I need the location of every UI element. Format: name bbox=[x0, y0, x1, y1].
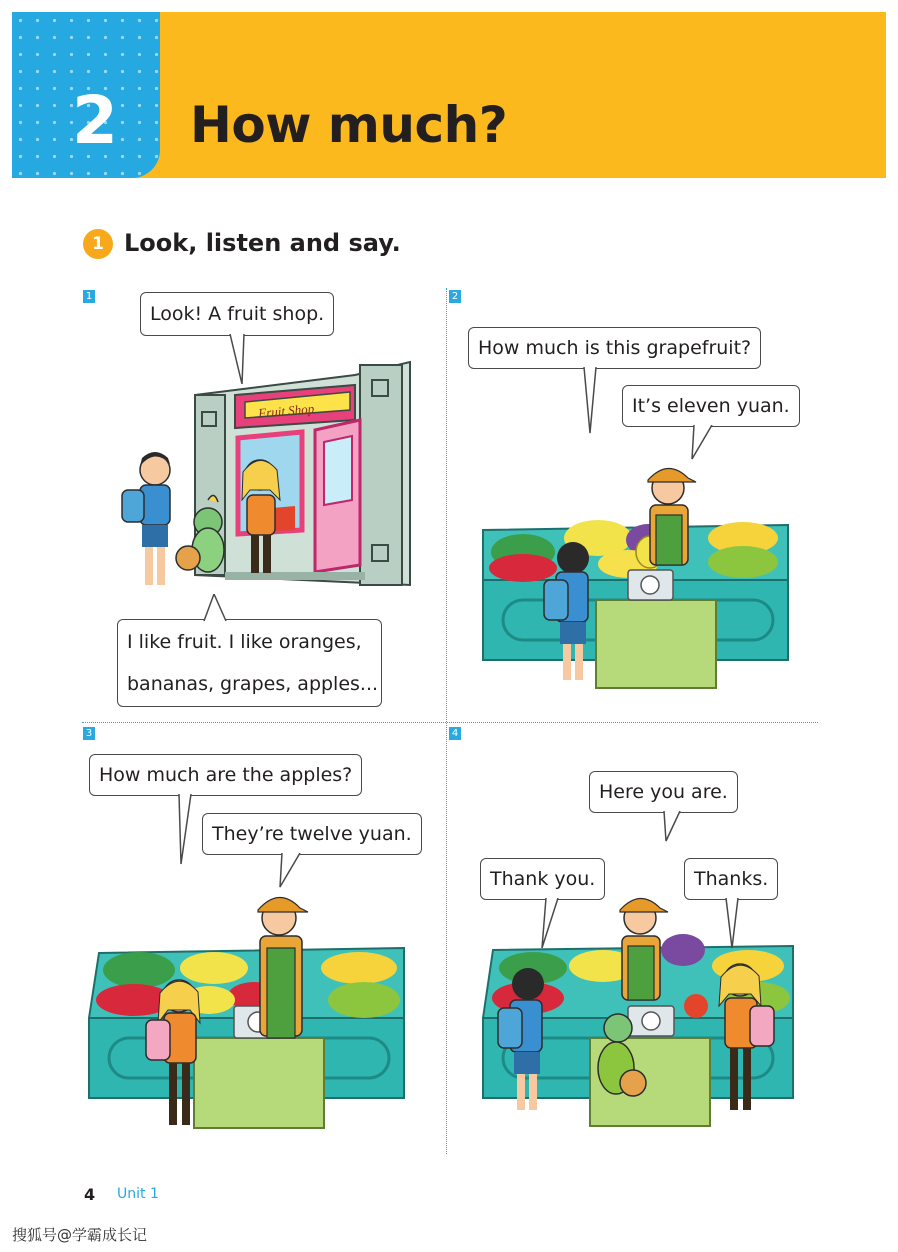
section-number-badge: 1 bbox=[83, 229, 113, 259]
speech-bubble-how-much-grapefruit bbox=[468, 327, 761, 369]
section-title: Look, listen and say. bbox=[124, 229, 401, 257]
fruit-stall-illustration-2 bbox=[478, 460, 798, 700]
speech-bubble-i-like-fruit bbox=[117, 619, 382, 707]
speech-bubble-how-much-apples bbox=[89, 754, 362, 796]
bubble-tail bbox=[660, 811, 684, 843]
unit-number: 2 bbox=[72, 82, 118, 159]
bubble-text: It’s eleven yuan. bbox=[632, 395, 790, 417]
bubble-text: Thank you. bbox=[490, 868, 596, 890]
bubble-text: How much is this grapefruit? bbox=[478, 337, 752, 359]
bubble-tail bbox=[722, 898, 744, 950]
bubble-text: Here you are. bbox=[599, 781, 728, 803]
shop-sign-text: Fruit Shop bbox=[257, 400, 315, 421]
speech-bubble-twelve-yuan bbox=[202, 813, 422, 855]
speech-bubble-look-fruit-shop bbox=[140, 292, 334, 336]
bubble-tail bbox=[200, 594, 230, 622]
panel-divider-horizontal bbox=[82, 722, 818, 723]
fruit-stall-illustration-3 bbox=[84, 888, 414, 1138]
bubble-text: Thanks. bbox=[694, 868, 769, 890]
fruit-stall-illustration-4 bbox=[478, 888, 800, 1138]
bubble-text-line-2: bananas, grapes, apples... bbox=[127, 673, 379, 695]
bubble-tail bbox=[175, 794, 197, 866]
bubble-tail bbox=[580, 367, 600, 435]
speech-bubble-eleven-yuan bbox=[622, 385, 800, 427]
bubble-text: They’re twelve yuan. bbox=[212, 823, 412, 845]
bubble-text: Look! A fruit shop. bbox=[150, 303, 325, 325]
fruit-shop-illustration bbox=[110, 350, 420, 600]
panel-3-number: 3 bbox=[83, 727, 95, 740]
watermark-text: 搜狐号@学霸成长记 bbox=[12, 1226, 148, 1244]
speech-bubble-here-you-are bbox=[589, 771, 738, 813]
bubble-text: How much are the apples? bbox=[99, 764, 353, 786]
panel-divider-vertical bbox=[446, 288, 447, 1154]
panel-1-number: 1 bbox=[83, 290, 95, 303]
speech-bubble-thanks bbox=[684, 858, 778, 900]
bubble-text-line-1: I like fruit. I like oranges, bbox=[127, 631, 362, 653]
bubble-tail bbox=[540, 898, 564, 950]
panel-4-number: 4 bbox=[449, 727, 461, 740]
bubble-tail bbox=[278, 853, 304, 889]
unit-label: Unit 1 bbox=[117, 1186, 159, 1202]
speech-bubble-thank-you bbox=[480, 858, 605, 900]
unit-title: How much? bbox=[190, 96, 508, 154]
bubble-tail bbox=[690, 425, 716, 461]
bubble-tail bbox=[228, 334, 248, 386]
page-number: 4 bbox=[84, 1185, 96, 1204]
panel-2-number: 2 bbox=[449, 290, 461, 303]
